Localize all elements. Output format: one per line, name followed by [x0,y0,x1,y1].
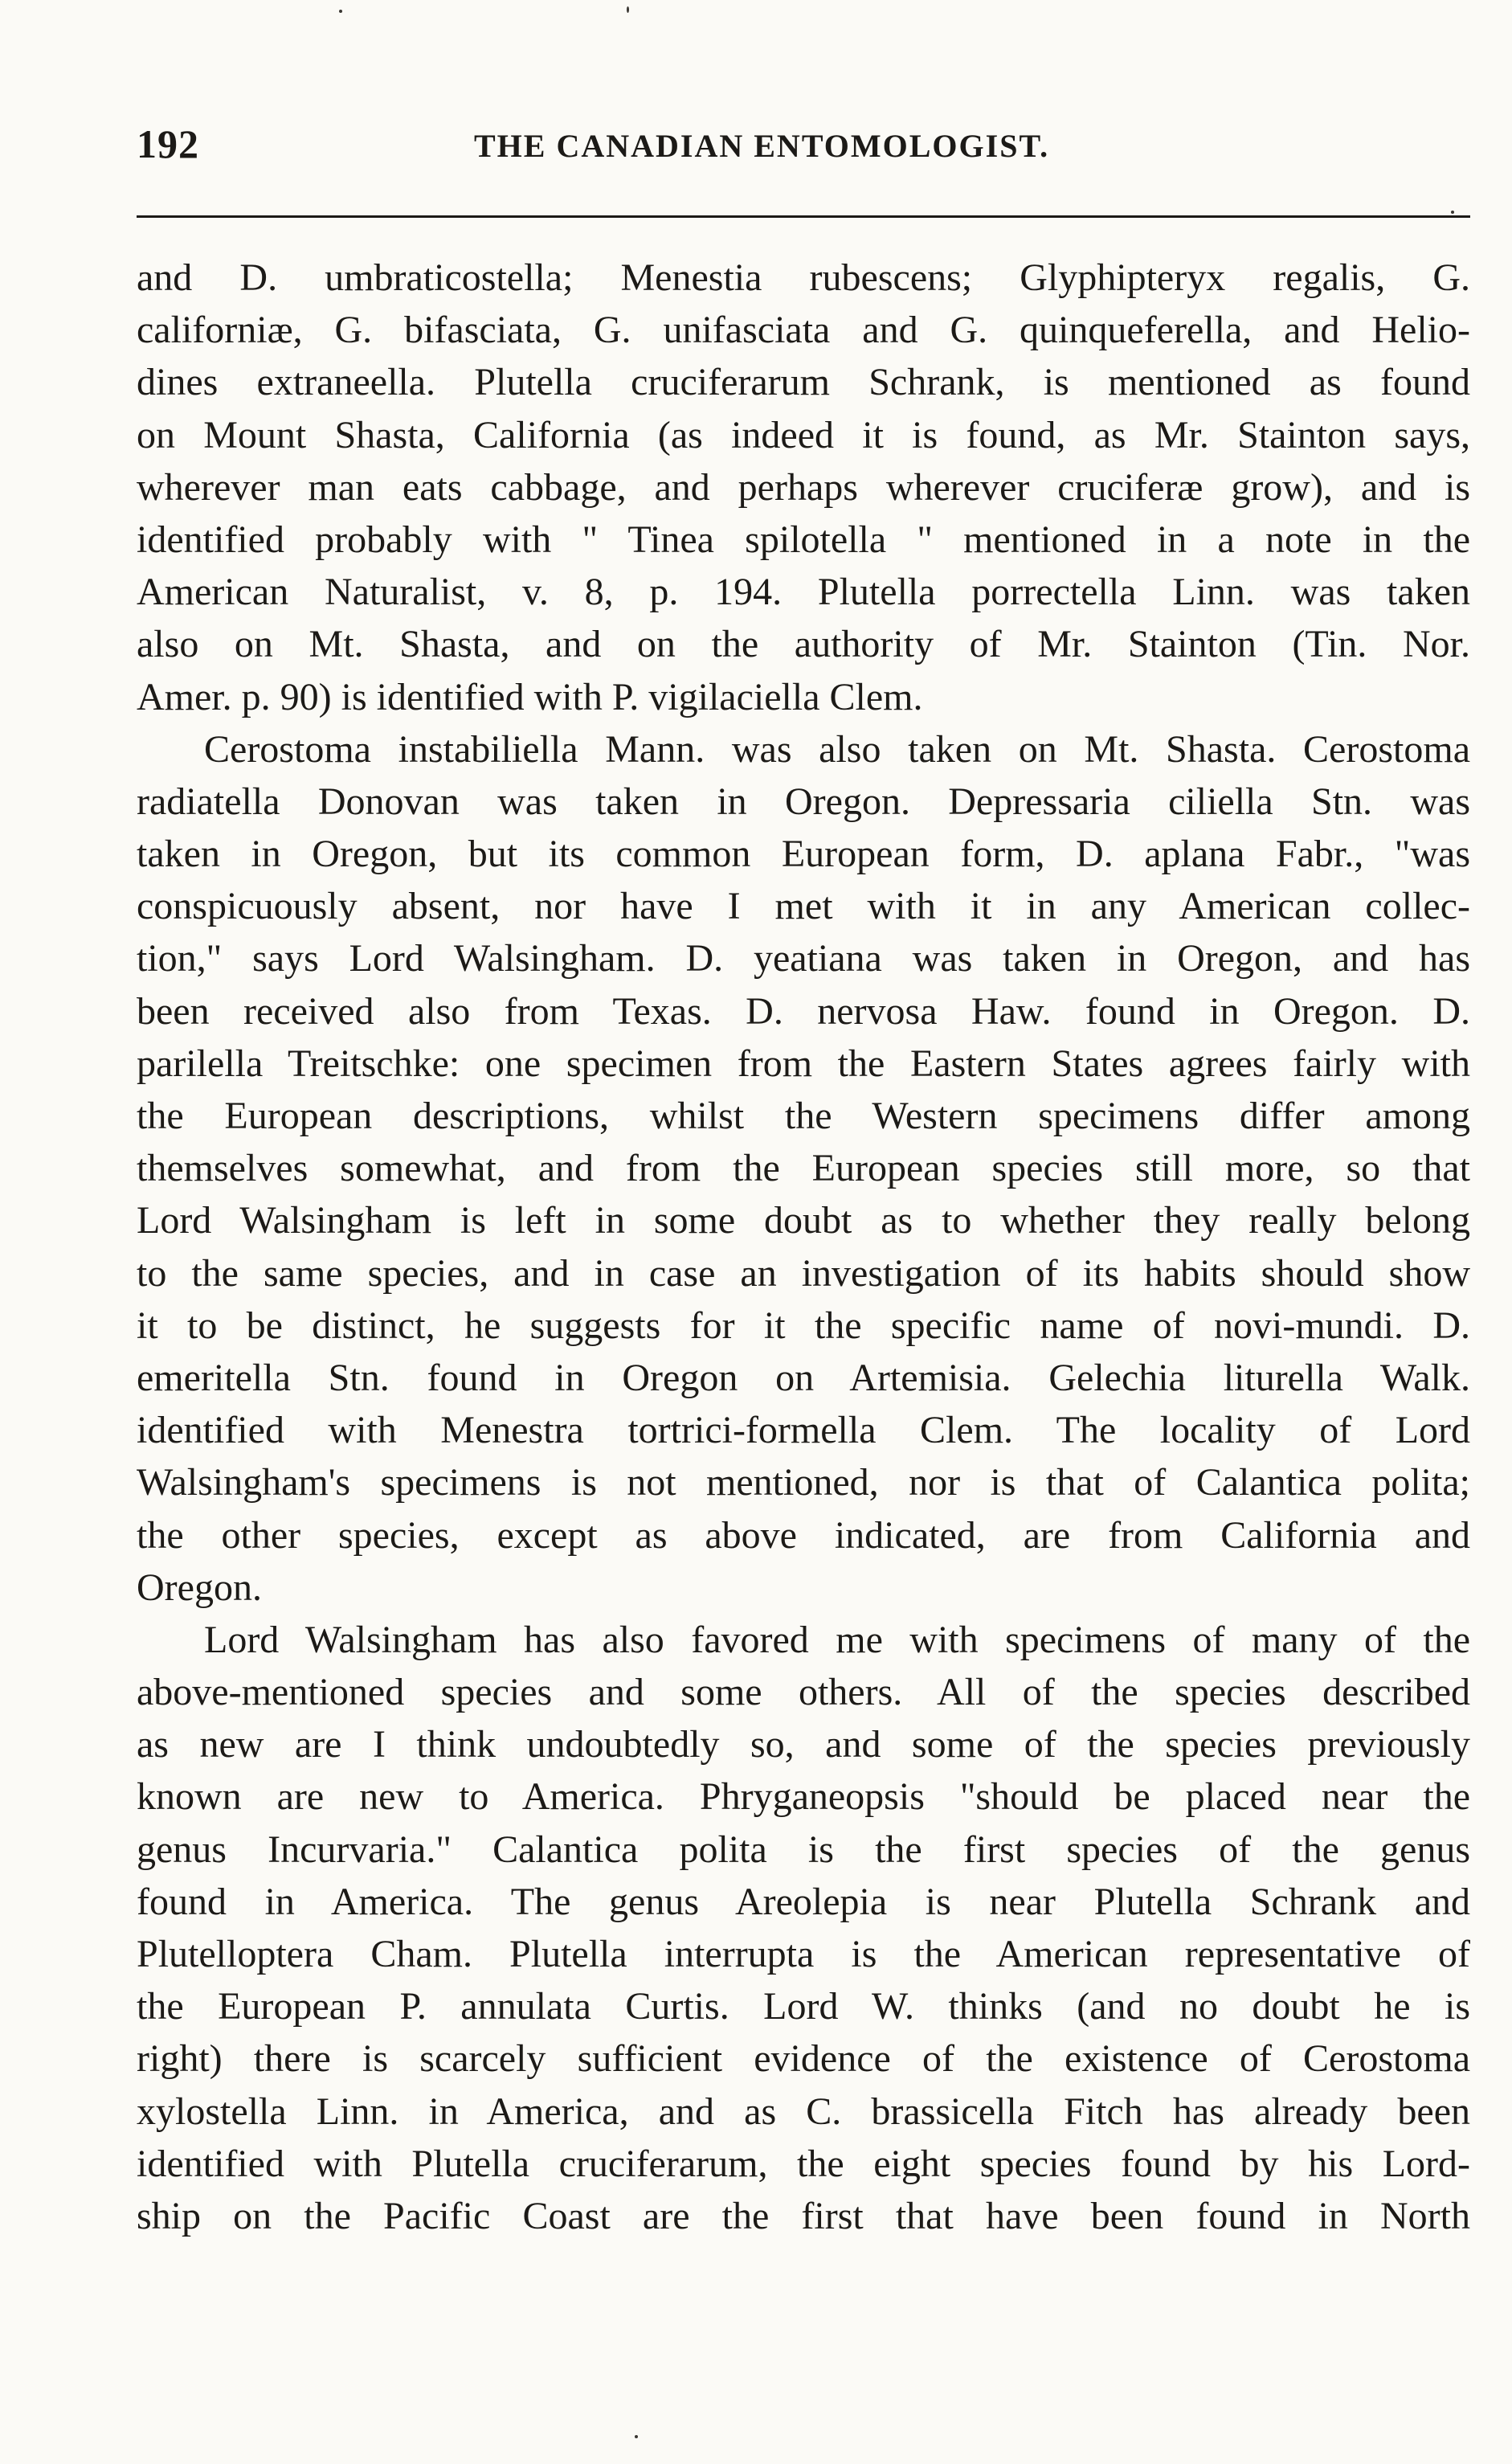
text-line: parilella Treitschke: one specimen from the Eastern States agrees fairly with [137,1042,1470,1085]
text-line: genus Incurvaria." Calantica polita is the first species of the genus [137,1828,1470,1871]
text-line: californiæ, G. bifasciata, G. unifasciata and G. quinqueferella, and Helio- [137,309,1470,352]
page-number: 192 [137,121,199,166]
text-line: Amer. p. 90) is identified with P. vigilaciella Clem. [137,675,923,718]
running-title: THE CANADIAN ENTOMOLOGIST. [474,128,1050,164]
text-line: American Naturalist, v. 8, p. 194. Plutella porrectella Linn. was taken [137,571,1470,614]
text-line: Oregon. [137,1566,262,1609]
text-line: dines extraneella. Plutella cruciferarum Schrank, is mentioned as found [137,361,1470,404]
text-line: xylostella Linn. in America, and as C. brassicella Fitch has already been [137,2089,1470,2133]
print-speck [627,6,629,13]
text-line: as new are I think undoubtedly so, and some of the species previously [137,1723,1470,1766]
text-line: to the same species, and in case an investigation of its habits should show [137,1251,1470,1295]
header-rule [137,215,1470,218]
text-line: tion," says Lord Walsingham. D. yeatiana was taken in Oregon, and has [137,937,1470,980]
text-line: it to be distinct, he suggests for it the specific name of novi-mundi. D. [137,1304,1470,1347]
text-line: Cerostoma instabiliella Mann. was also taken on Mt. Shasta. Cerostoma [204,727,1470,771]
print-speck [635,2435,638,2438]
text-line: conspicuously absent, nor have I met with it in any American collec- [137,885,1470,928]
text-line: and D. umbraticostella; Menestia rubescens; Glyphipteryx regalis, G. [137,256,1470,299]
text-line: also on Mt. Shasta, and on the authority of Mr. Stainton (Tin. Nor. [137,623,1470,666]
text-line: wherever man eats cabbage, and perhaps wherever cruciferæ grow), and is [137,465,1470,509]
text-line: identified probably with " Tinea spilotella " mentioned in a note in the [137,518,1470,561]
text-line: themselves somewhat, and from the European species still more, so that [137,1147,1470,1190]
text-line: the European descriptions, whilst the Western specimens differ among [137,1095,1470,1137]
text-line: Walsingham's specimens is not mentioned, nor is that of Calantica polita; [137,1461,1470,1504]
text-line: identified with Menestra tortrici-formella Clem. The locality of Lord [137,1409,1470,1452]
text-line: radiatella Donovan was taken in Oregon. Depressaria ciliella Stn. was [137,780,1470,823]
body-text [137,252,1470,2242]
text-line: right) there is scarcely sufficient evidence of the existence of Cerostoma [137,2037,1470,2081]
text-line: Plutelloptera Cham. Plutella interrupta is the American representative of [137,1933,1470,1975]
text-line: ship on the Pacific Coast are the first that have been found in North [137,2194,1470,2237]
print-speck [339,10,342,13]
text-line: emeritella Stn. found in Oregon on Artemisia. Gelechia liturella Walk. [137,1356,1470,1399]
text-line: taken in Oregon, but its common European form, D. aplana Fabr., "was [137,833,1470,876]
text-line: the other species, except as above indicated, are from California and [137,1513,1470,1557]
text-line: found in America. The genus Areolepia is near Plutella Schrank and [137,1880,1470,1923]
text-line: known are new to America. Phryganeopsis "should be placed near the [137,1775,1470,1819]
print-speck [1451,211,1454,214]
text-line: Lord Walsingham is left in some doubt as to whether they really belong [137,1199,1470,1242]
text-line: Lord Walsingham has also favored me with specimens of many of the [204,1618,1470,1661]
text-line: been received also from Texas. D. nervosa Haw. found in Oregon. D. [137,989,1470,1033]
text-line: the European P. annulata Curtis. Lord W. thinks (and no doubt he is [137,1985,1470,2028]
page-header [137,121,1470,185]
text-line: on Mount Shasta, California (as indeed it is found, as Mr. Stainton says, [137,413,1470,456]
text-line: above-mentioned species and some others. All of the species described [137,1671,1470,1714]
text-line: identified with Plutella cruciferarum, the eight species found by his Lord- [137,2142,1470,2185]
